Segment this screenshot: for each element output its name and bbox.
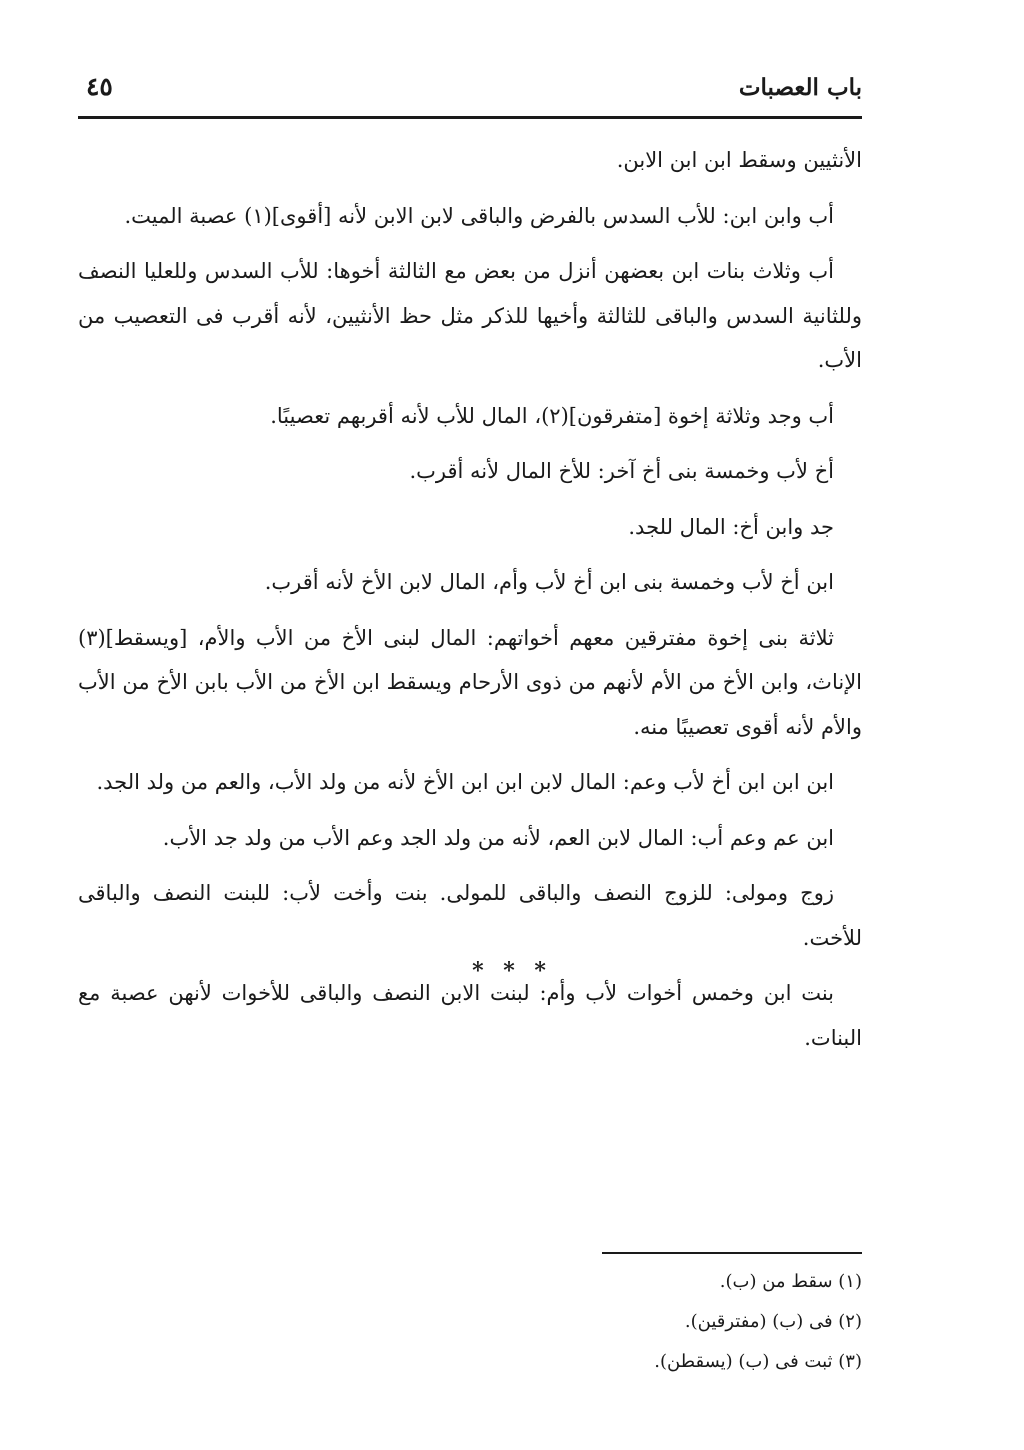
paragraph: أب وجد وثلاثة إخوة [متفرقون](٢)، المال للأب لأنه أقربهم تعصيبًا. bbox=[270, 403, 834, 428]
chapter-title: باب العصبات bbox=[738, 74, 862, 101]
paragraph: ابن أخ لأب وخمسة بنى ابن أخ لأب وأم، المال لابن الأخ لأنه أقرب. bbox=[264, 570, 834, 594]
footnote: (١) سقط من (ب). bbox=[719, 1271, 862, 1292]
paragraph: ثلاثة بنى إخوة مفترقين معهم أخواتهم: المال لبنى الأخ من الأب والأم، [ويسقط](٣) الإناث، وابن الأخ من الأم لأنهم من ذوى الأرحام ويسقط ابن الأخ من الأب بابن الأخ من الأب والأم لأنه أقوى تعصيبًا منه. bbox=[78, 625, 862, 739]
page-number: ٤٥ bbox=[86, 72, 113, 101]
paragraph: زوج ومولى: للزوج النصف والباقى للمولى. بنت وأخت لأب: للبنت النصف والباقى للأخت. bbox=[78, 881, 862, 950]
paragraph: أب وابن ابن: للأب السدس بالفرض والباقى لابن الابن لأنه [أقوى](١) عصبة الميت. bbox=[124, 203, 834, 228]
footnote: (٣) ثبت فى (ب) (يسقطن). bbox=[654, 1351, 862, 1372]
header-rule bbox=[78, 116, 862, 119]
paragraph: ابن عم وعم أب: المال لابن العم، لأنه من ولد الجد وعم الأب من ولد جد الأب. bbox=[162, 825, 834, 850]
footnote-rule bbox=[602, 1252, 862, 1254]
main-text bbox=[78, 138, 862, 1071]
footnote: (٢) فى (ب) (مفترقين). bbox=[684, 1311, 862, 1332]
section-divider: * * * bbox=[472, 958, 552, 984]
paragraph: أب وثلاث بنات ابن بعضهن أنزل من بعض مع الثالثة أخوها: للأب السدس وللعليا النصف وللثانية السدس والباقى للثالثة وأخيها للذكر مثل حظ الأنثيين، لأنه أقرب فى التعصيب من الأب. bbox=[78, 259, 862, 372]
paragraph: ابن ابن ابن أخ لأب وعم: المال لابن ابن ابن الأخ لأنه من ولد الأب، والعم من ولد الجد. bbox=[96, 770, 834, 794]
page-header bbox=[78, 70, 862, 110]
footnotes bbox=[462, 1262, 862, 1382]
paragraph: الأنثيين وسقط ابن ابن الابن. bbox=[616, 148, 862, 172]
paragraph: جد وابن أخ: المال للجد. bbox=[628, 514, 834, 539]
paragraph: أخ لأب وخمسة بنى أخ آخر: للأخ المال لأنه أقرب. bbox=[409, 459, 834, 483]
paragraph: بنت ابن وخمس أخوات لأب وأم: لبنت الابن النصف والباقى للأخوات لأنهن عصبة مع البنات. bbox=[78, 981, 862, 1050]
